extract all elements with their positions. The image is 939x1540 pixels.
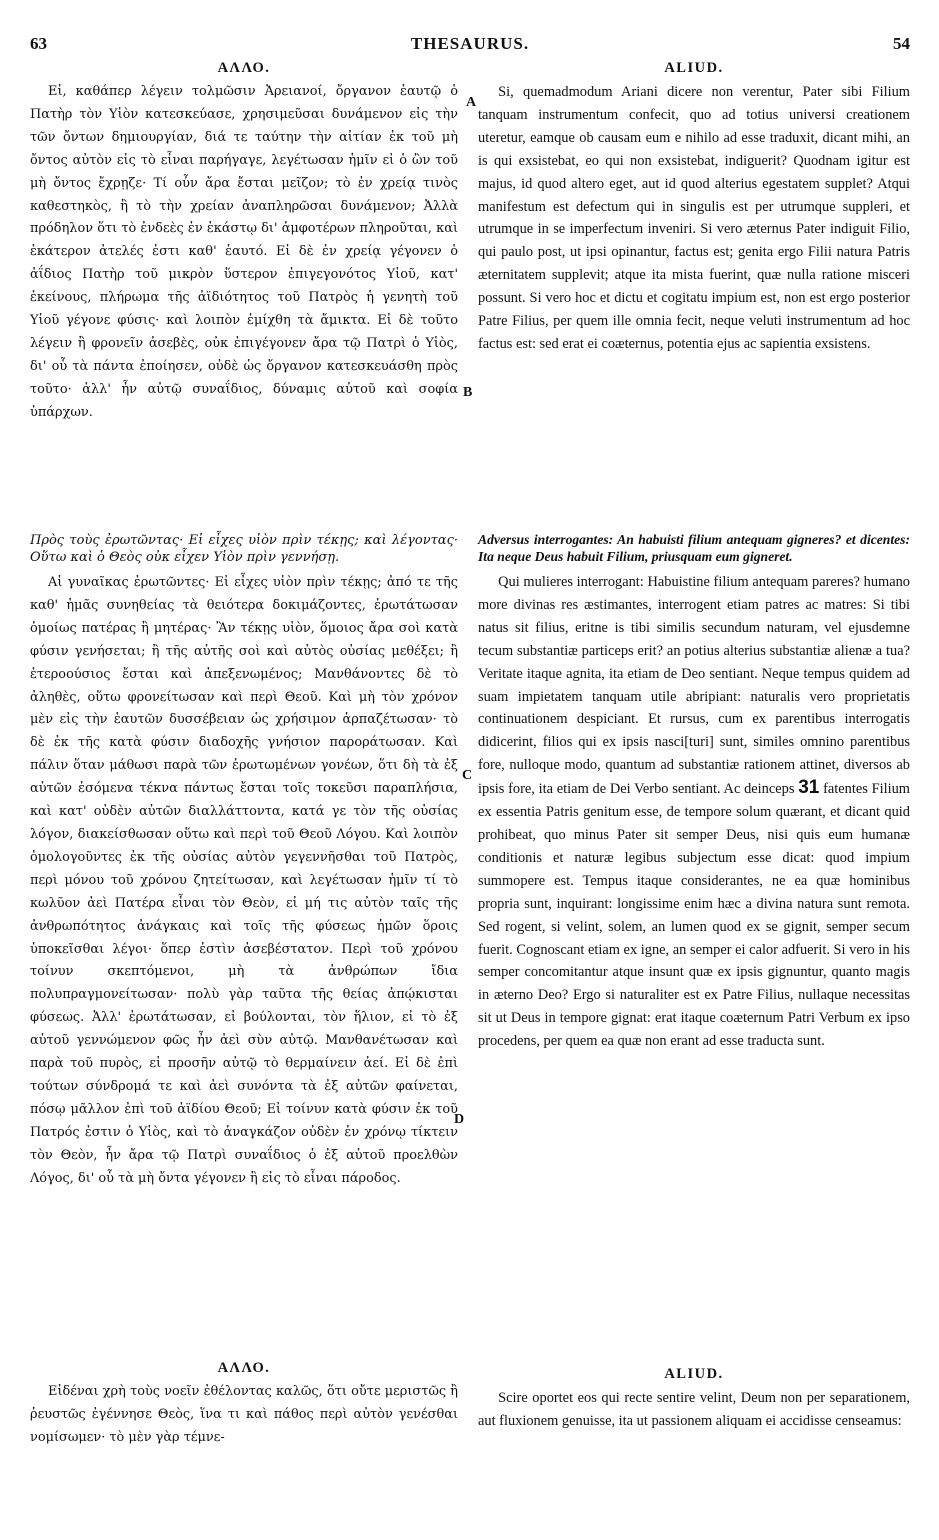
latin-text-part-b: fatentes Filium ex essentia Patris genitum esse, de tempore solum quærant, et dicant quid prohibeat, quo minus Pater sit semper Deus, nisi quis eum humanæ conditionis et naturæ legibus subjectum esse dicat: quod impium summopere est. Tempus itaque considerantes, ne ea quæ hominibus propria sunt, inquirant: longissime enim hæc a divina natura sunt remota. Sed rogent, si velint, solem, an lumen quod ex se gignit, semper secum fuerit. Cognoscant etiam ex igne, an semper ei calor adfuerit. Si vero in his semper concomitantur atque insunt quæ ex ipsis gignuntur, quanto magis in æterno Deo? Ergo si naturaliter est ex Patre Filius, nullaque necessitas sit ut Deus in tempore gignat: erat itaque coæternum Patri Verbum ex ipso procedens, per quem ea quæ non erant ad esse traducta sunt. bbox=[478, 781, 910, 1050]
latin-heading-block3: ALIUD. bbox=[664, 1366, 724, 1382]
latin-heading-block1: ALIUD. bbox=[664, 60, 724, 76]
greek-section-title: Πρὸς τοὺς ἐρωτῶντας· Εἰ εἶχες υἱὸν πρὶν τέκῃς; καὶ λέγοντας· Οὕτω καὶ ὁ Θεὸς οὐκ εἶχεν Υἱὸν πρὶν γεννήσῃ. bbox=[30, 533, 458, 565]
greek-paragraph-block1: Εἰ, καθάπερ λέγειν τολμῶσιν Ἀρειανοί, ὄργανον ἑαυτῷ ὁ Πατὴρ τὸν Υἱὸν κατεσκεύασε, χρησιμεῦσαι δυνάμενον εἰς τὴν τῶν ὄντων δημιουργίαν, διά τε ταύτην τὴν αἰτίαν ἐκ τοῦ μὴ ὄντος αὐτὸν εἰς τὸ εἶναι παρήγαγε, λεγέτωσαν ἡμῖν εἰ ὁ ὢν τοῦ μὴ ὄντος ἔχρῃζε· Τί οὖν ἄρα ἔσται μεῖζον; τὸ ἐν χρείᾳ τινὸς καθεστηκὸς, ἢ τὸ τὴν χρείαν ἀναπληρῶσαι δυνάμενον; Ἀλλὰ πρόδηλον ὅτι τὸ ἐνδεὲς ἐν ἑκάστῳ δι' ἀμφοτέρων πληροῦται, καὶ ἑκάτερον ἀτελές ἐστι καθ' ἑαυτό. Εἰ δὲ ἐν χρείᾳ γέγονεν ὁ ἀΐδιος Πατὴρ τοῦ μικρὸν ὕστερον ἐπιγεγονότος Υἱοῦ, κατ' ἐκείνους, πλήρωμα τῆς ἀϊδιότητος τοῦ Πατρὸς ἡ γενητὴ τοῦ Υἱοῦ γέγονε φύσις· καὶ λοιπὸν ἐμίχθη τὰ ἄμικτα. Εἰ δὲ τοῦτο λέγειν ἢ φρονεῖν ἀσεβὲς, οὐκ ἐπιγέγονεν ἄρα τῷ Πατρὶ ὁ Υἱὸς, δι' οὗ τὰ πάντα ἐποίησεν, οὐδὲ ὡς ὄργανον κατεσκευάσθη πρὸς τοῦτο· ἀλλ' ἦν αὐτῷ συναΐδιος, δύναμις αὐτοῦ καὶ σοφία ὑπάρχων. bbox=[30, 84, 458, 420]
inline-page-number: 31 bbox=[798, 777, 820, 799]
greek-heading-block3: ΑΛΛΟ. bbox=[217, 1360, 271, 1376]
greek-heading-block1: ΑΛΛΟ. bbox=[217, 60, 271, 76]
margin-marker-b: B bbox=[463, 385, 473, 400]
latin-text-part-a: Qui mulieres interrogant: Habuistine filium antequam pareres? humano more divinas res æstimantes, interrogent etiam patres ac matres: Si tibi natus sit filius, eritne is tibi similis secundum naturam, vel ejusdemne tecum substantiæ particeps erit? an potius alterius substantiæ alienæ a tua? Veritate itaque agnita, ita etiam de Deo sentiant. Neque tempus quidem ad suam impietatem tanquam utile abripiant: naturalis vero proprietatis continuationem despiciant. Et rursus, cum ex parentibus interrogatis didicerint, filios qui ex ipsis nasci[turi] sunt, similes omnino parentibus fore, nulloque modo, quantum ad substantiæ rationem attinet, diversos ab ipsis fore, ita etiam de Dei Verbo sentiant. Ac deinceps bbox=[478, 574, 910, 798]
greek-paragraph-block2: Αἱ γυναῖκας ἐρωτῶντες· Εἰ εἶχες υἱὸν πρὶν τέκῃς; ἀπό τε τῆς καθ' ἡμᾶς συνηθείας τὰ θειότερα δοκιμάζοντες, ἐρωτάτωσαν ὁμοίως πατέρας ἢ μητέρας· Ἂν τέκῃς υἱὸν, ὅμοιος ἄρα σοὶ κατὰ φύσιν γενήσεται; ἢ τῆς αὐτῆς σοὶ καὶ αὐτὸς οὐσίας μεθέξει; ἢ ἑτεροούσιος ἔσται καὶ ἀπεξενωμένος; Μανθάνοντες δὲ τὸ ἀληθὲς, οὕτω φρονείτωσαν καὶ περὶ Θεοῦ. Καὶ μὴ τὸν χρόνον μὲν εἰς τὴν ἑαυτῶν δυσσέβειαν ὡς χρήσιμον ἁρπαζέτωσαν· τὸ δὲ ἐκ τῆς κατὰ φύσιν διαδοχῆς γνήσιον παροράτωσαν. Καὶ πάλιν ὅταν μάθωσι παρὰ τῶν ἐρωτωμένων γονέων, ὅτι δὴ τὰ ἐξ αὐτῶν ἐσόμενα τέκνα πάντως ἔσται τοῖς τοκεῦσι παραπλήσια, καὶ κατ' οὐδὲν αὐτῶν διαλλάττοντα, κατά γε τὸν τῆς οὐσίας λόγον, διακείσθωσαν οὕτω καὶ περὶ τοῦ Θεοῦ Λόγου. Καὶ λοιπὸν ὁμολογοῦντες ἐκ τῆς οὐσίας αὐτὸν γεγεννῆσθαι τοῦ Πατρὸς, περὶ μόνου τοῦ χρόνου ζητείτωσαν, καὶ λεγέτωσαν ἡμῖν τί τὸ κωλῦον ἀεὶ Πατέρα εἶναι τὸν Θεὸν, εἰ μή τις αὐτὸν ταῖς τῆς ἀνθρωπότητος ἀνάγκαις καὶ τοῖς τῆς φύσεως ἡμῶν ὅροις ὑποκεῖσθαι λέγοι· ὅπερ ἐστὶν ἀσεβέστατον. Περὶ τοῦ χρόνου τοίνυν σκεπτόμενοι, μὴ τὰ ἀνθρώπων ἴδια πολυπραγμονείτωσαν· πολὺ γὰρ ταῦτα τῆς θείας ἀπῴκισται φύσεως. Ἀλλ' ἐρωτάτωσαν, εἰ βούλονται, τὸν ἥλιον, εἰ τὸ ἐξ αὐτοῦ γεννώμενον φῶς ἦν ἀεὶ σὺν αὐτῷ. Μανθανέτωσαν καὶ παρὰ τοῦ πυρὸς, εἰ προσῆν αὐτῷ τὸ θερμαίνειν ἀεί. Εἰ δὲ ἐπὶ τούτων σύνδρομά τε καὶ ἀεὶ συνόντα τὰ ἐξ αὐτῶν φαίνεται, πόσῳ μᾶλλον ἐπὶ τοῦ ἀϊδίου Θεοῦ; Εἰ τοίνυν κατὰ φύσιν ἐκ τοῦ Πατρός ἐστιν ὁ Υἱὸς, καὶ τὸ ἀναγκάζον οὐδὲν ἐν χρόνῳ τίκτειν τὸν Θεὸν, ἦν ἄρα τῷ Πατρὶ συναΐδιος ὁ ἐξ αὐτοῦ προελθὼν Λόγος, δι' οὗ τὰ μὴ ὄντα γέγονεν ἢ εἰς τὸ εἶναι πάροδος. bbox=[30, 575, 458, 1186]
greek-column-block3 bbox=[30, 1360, 458, 1450]
latin-column-block1 bbox=[478, 60, 910, 356]
greek-paragraph-block3: Εἰδέναι χρὴ τοὺς νοεῖν ἐθέλοντας καλῶς, ὅτι οὔτε μεριστῶς ἢ ῥευστῶς ἐγέννησε Θεὸς, ἵνα τι καὶ πάθος περὶ αὐτὸν γενέσθαι νομίσωμεν· τὸ μὲν γὰρ τέμνε- bbox=[30, 1384, 458, 1445]
latin-column-block3 bbox=[478, 1366, 910, 1433]
greek-column-block2 bbox=[30, 532, 458, 1190]
running-title: THESAURUS. bbox=[410, 34, 530, 53]
latin-column-block2 bbox=[478, 532, 910, 1053]
latin-section-title: Adversus interrogantes: An habuisti filium antequam gigneres? et dicentes: Ita neque Deus habuit Filium, priusquam eum gigneret. bbox=[478, 532, 910, 564]
page-number-left: 63 bbox=[30, 34, 47, 53]
margin-marker-a: A bbox=[466, 95, 477, 110]
greek-column-block1 bbox=[30, 60, 458, 425]
latin-paragraph-block1: Si, quemadmodum Ariani dicere non verentur, Pater sibi Filium tanquam instrumentum confecit, quo ad totius universi creationem uteretur, eamque ob causam eum e nihilo ad esse traduxit, dicant mihi, an is qui exsistebat, eo qui non exsistebat, indiguerit? Quodnam igitur est majus, id quod altero eget, aut id quod alterius egestatem supplet? Atqui manifestum est defectum qui in singulis est per utrumque suppleri, et utrumque in se imperfectum inveniri. Si vero æternus Pater indiguit Filio, qui paulo post, ut ipsi opinantur, factus est; genita ergo Filii natura Patris æternitatem supplevit; atque ita mista fuerint, quæ nulla ratione misceri possunt. Si vero hoc et dictu et cogitatu impium est, non est ergo posterior Patre Filius, per quem ille omnia fecit, neque veluti instrumentum ad hoc factus est: sed erat ei coæternus, potentia ejus ac sapientia exsistens. bbox=[478, 84, 910, 352]
margin-marker-c: C bbox=[462, 768, 473, 783]
running-header bbox=[30, 34, 910, 56]
latin-paragraph-block2 bbox=[478, 571, 910, 1053]
latin-paragraph-block3: Scire oportet eos qui recte sentire velint, Deum non per separationem, aut fluxionem genuisse, ita ut passionem aliquam ei accidisse censeamus: bbox=[478, 1390, 910, 1429]
margin-marker-d: D bbox=[454, 1112, 465, 1127]
page-number-right: 54 bbox=[893, 34, 910, 53]
